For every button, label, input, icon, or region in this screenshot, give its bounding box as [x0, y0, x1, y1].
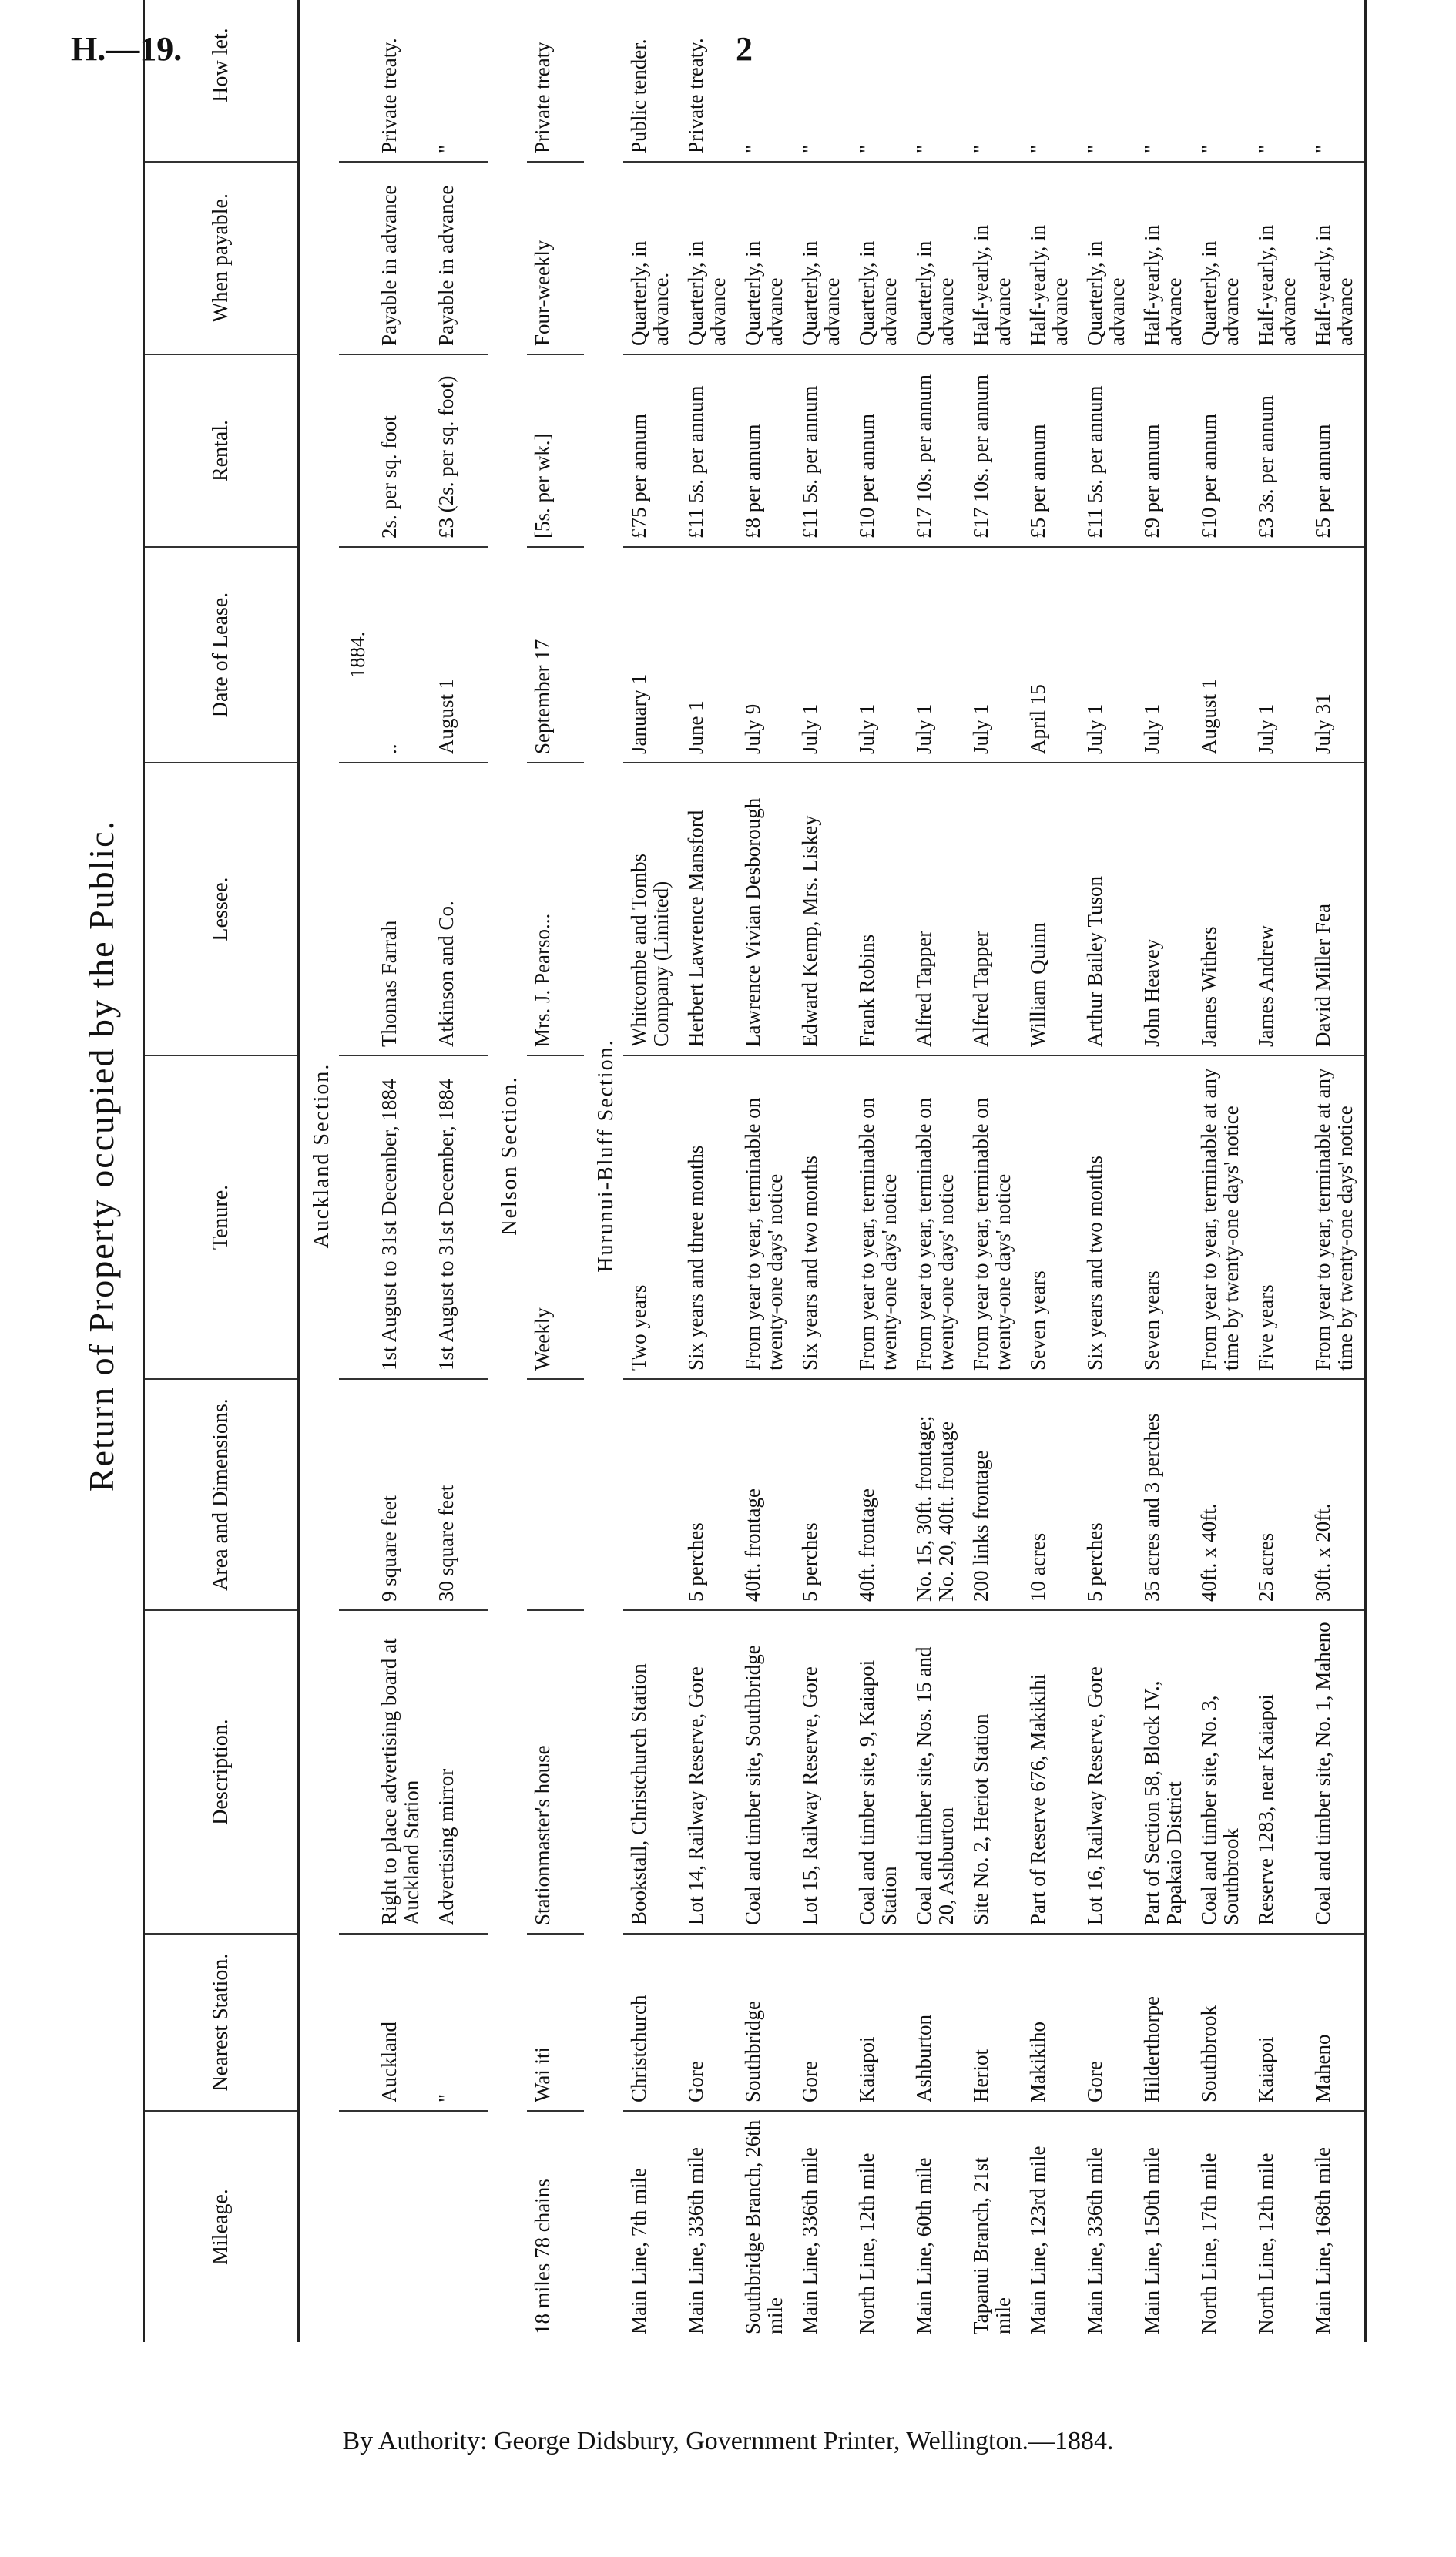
- table-cell: ": [1193, 0, 1250, 162]
- table-row: [1193, 0, 1250, 2342]
- property-table: [143, 0, 1367, 2342]
- table-cell: ": [431, 0, 488, 162]
- table-cell: Atkinson and Co.: [431, 763, 488, 1055]
- table-cell: September 17: [527, 547, 584, 763]
- table-cell: 9 square feet: [374, 1379, 431, 1610]
- table-cell: June 1: [680, 547, 737, 763]
- section-heading-row: [584, 0, 623, 2342]
- return-title: Return of Property occupied by the Public.: [82, 819, 121, 1492]
- table-cell: Coal and timber site, No. 3, Southbrook: [1193, 1610, 1250, 1934]
- table-cell: Tapanui Branch, 21st mile: [969, 2157, 1015, 2334]
- empty-cell: [339, 1055, 374, 1379]
- table-cell: Quarterly, in advance.: [623, 162, 680, 354]
- table-cell: Frank Robins: [851, 763, 908, 1055]
- table-cell: Six years and two months: [794, 1055, 851, 1379]
- table-cell: Herbert Lawrence Mansford: [680, 763, 737, 1055]
- empty-cell: [339, 162, 374, 354]
- table-header-row: [145, 0, 299, 2342]
- table-cell: Public tender.: [623, 0, 680, 162]
- table-row: [527, 0, 584, 2342]
- table-cell: July 1: [794, 547, 851, 763]
- table-cell: Half-yearly, in advance: [1307, 162, 1364, 354]
- table-cell: Payable in advance: [374, 162, 431, 354]
- rotated-table-page: [73, 0, 1375, 2342]
- printer-footer: By Authority: George Didsbury, Government Printer, Wellington.—1884.: [342, 2427, 1114, 2455]
- table-cell: North Line, 12th mile: [855, 2153, 878, 2334]
- empty-cell: [339, 763, 374, 1055]
- table-cell: £5 per annum: [1307, 354, 1364, 547]
- table-cell: Bookstall, Christchurch Station: [623, 1610, 680, 1934]
- column-header: Description.: [145, 1610, 299, 1934]
- table-cell: Mrs. J. Pearso...: [527, 763, 584, 1055]
- table-cell: Half-yearly, in advance: [1022, 162, 1079, 354]
- table-cell: Right to place advertising board at Auckland Station: [374, 1610, 431, 1934]
- table-cell: Wai iti: [527, 1934, 584, 2111]
- table-cell: August 1: [1193, 547, 1250, 763]
- table-cell: Quarterly, in advance: [680, 162, 737, 354]
- table-cell: David Miller Fea: [1307, 763, 1364, 1055]
- table-cell: Arthur Bailey Tuson: [1079, 763, 1136, 1055]
- table-cell: £11 5s. per annum: [1079, 354, 1136, 547]
- table-cell: ": [1250, 0, 1307, 162]
- table-cell: £11 5s. per annum: [794, 354, 851, 547]
- table-cell: Quarterly, in advance: [908, 162, 965, 354]
- table-cell: Half-yearly, in advance: [1136, 162, 1193, 354]
- table-cell: Private treaty.: [680, 0, 737, 162]
- table-cell: ": [908, 0, 965, 162]
- table-row: [1079, 0, 1136, 2342]
- table-cell: Heriot: [965, 1934, 1022, 2111]
- table-cell: 30 square feet: [431, 1379, 488, 1610]
- table-cell: January 1: [623, 547, 680, 763]
- table-cell: Thomas Farrah: [374, 763, 431, 1055]
- table-cell: [527, 1379, 584, 1610]
- table-cell: Part of Reserve 676, Makikihi: [1022, 1610, 1079, 1934]
- column-header: Area and Dimensions.: [145, 1379, 299, 1610]
- table-cell: Quarterly, in advance: [794, 162, 851, 354]
- table-cell: 1st August to 31st December, 1884: [431, 1055, 488, 1379]
- table-cell: 2s. per sq. foot: [374, 354, 431, 547]
- table-cell: James Andrew: [1250, 763, 1307, 1055]
- table-cell: Auckland: [374, 1934, 431, 2111]
- table-cell: £75 per annum: [623, 354, 680, 547]
- table-cell: Coal and timber site, Nos. 15 and 20, Ashburton: [908, 1610, 965, 1934]
- table-cell: Alfred Tapper: [908, 763, 965, 1055]
- table-row: [1307, 0, 1364, 2342]
- table-cell: 40ft. x 40ft.: [1193, 1379, 1250, 1610]
- table-cell: Makikiho: [1022, 1934, 1079, 2111]
- table-cell: Reserve 1283, near Kaiapoi: [1250, 1610, 1307, 1934]
- column-header: How let.: [145, 0, 299, 162]
- lease-year: 1884.: [339, 547, 374, 763]
- table-cell: Two years: [623, 1055, 680, 1379]
- table-body: [299, 0, 1365, 2342]
- table-row: [1136, 0, 1193, 2342]
- table-cell: Edward Kemp, Mrs. Liskey: [794, 763, 851, 1055]
- section-heading-row: [299, 0, 340, 2342]
- table-cell: £8 per annum: [737, 354, 794, 547]
- table-cell: 30ft. x 20ft.: [1307, 1379, 1364, 1610]
- table-cell: Private treaty: [527, 0, 584, 162]
- table-cell: ..: [374, 547, 431, 763]
- table-cell: Coal and timber site, No. 1, Maheno: [1307, 1610, 1364, 1934]
- empty-cell: [339, 1379, 374, 1610]
- table-cell: [374, 2111, 431, 2342]
- table-cell: Main Line, 123rd mile: [1026, 2146, 1049, 2334]
- table-cell: July 1: [851, 547, 908, 763]
- table-cell: Main Line, 150th mile: [1140, 2147, 1163, 2334]
- table-cell: Maheno: [1307, 1934, 1364, 2111]
- table-cell: Five years: [1250, 1055, 1307, 1379]
- table-cell: 40ft. frontage: [737, 1379, 794, 1610]
- column-header: Lessee.: [145, 763, 299, 1055]
- table-row: [851, 0, 908, 2342]
- table-cell: April 15: [1022, 547, 1079, 763]
- table-cell: Lot 14, Railway Reserve, Gore: [680, 1610, 737, 1934]
- table-cell: Seven years: [1022, 1055, 1079, 1379]
- table-cell: Seven years: [1136, 1055, 1193, 1379]
- table-cell: £9 per annum: [1136, 354, 1193, 547]
- page-number: 2: [736, 30, 753, 68]
- table-cell: Southbrook: [1193, 1934, 1250, 2111]
- empty-cell: [339, 0, 374, 162]
- table-cell: Quarterly, in advance: [737, 162, 794, 354]
- table-cell: Southbridge Branch, 26th mile: [741, 2119, 787, 2334]
- table-cell: July 9: [737, 547, 794, 763]
- table-cell: ": [1022, 0, 1079, 162]
- table-cell: £3 3s. per annum: [1250, 354, 1307, 547]
- table-cell: 35 acres and 3 perches: [1136, 1379, 1193, 1610]
- table-cell: Part of Section 58, Block IV., Papakaio District: [1136, 1610, 1193, 1934]
- table-cell: 5 perches: [794, 1379, 851, 1610]
- table-cell: Alfred Tapper: [965, 763, 1022, 1055]
- table-cell: ": [1079, 0, 1136, 162]
- table-cell: August 1: [431, 547, 488, 763]
- section-heading: Hurunui-Bluff Section.: [594, 1039, 618, 1273]
- table-row: [680, 0, 737, 2342]
- column-header: Rental.: [145, 354, 299, 547]
- table-cell: Quarterly, in advance: [1193, 162, 1250, 354]
- table-cell: £3 (2s. per sq. foot): [431, 354, 488, 547]
- empty-cell: [339, 1934, 374, 2111]
- table-cell: Main Line, 60th mile: [912, 2157, 935, 2334]
- table-row: [908, 0, 965, 2342]
- table-row: [623, 0, 680, 2342]
- table-cell: Gore: [794, 1934, 851, 2111]
- table-cell: ": [1307, 0, 1364, 162]
- table-cell: Site No. 2, Heriot Station: [965, 1610, 1022, 1934]
- table-cell: From year to year, terminable on twenty-one days' notice: [965, 1055, 1022, 1379]
- table-cell: 5 perches: [1079, 1379, 1136, 1610]
- column-header: Mileage.: [145, 2111, 299, 2342]
- table-cell: July 1: [1079, 547, 1136, 763]
- table-cell: James Withers: [1193, 763, 1250, 1055]
- table-cell: Advertising mirror: [431, 1610, 488, 1934]
- table-cell: £17 10s. per annum: [908, 354, 965, 547]
- table-cell: Lot 15, Railway Reserve, Gore: [794, 1610, 851, 1934]
- table-cell: Gore: [680, 1934, 737, 2111]
- table-cell: William Quinn: [1022, 763, 1079, 1055]
- table-cell: Main Line, 7th mile: [627, 2168, 650, 2334]
- table-cell: From year to year, terminable on twenty-one days' notice: [851, 1055, 908, 1379]
- table-cell: [5s. per wk.]: [527, 354, 584, 547]
- table-cell: £17 10s. per annum: [965, 354, 1022, 547]
- table-cell: ": [737, 0, 794, 162]
- table-cell: John Heavey: [1136, 763, 1193, 1055]
- table-cell: From year to year, terminable at any time by twenty-one days' notice: [1193, 1055, 1250, 1379]
- table-cell: Kaiapoi: [851, 1934, 908, 2111]
- table-row: [431, 0, 488, 2342]
- table-cell: Half-yearly, in advance: [1250, 162, 1307, 354]
- year-row: [339, 0, 374, 2342]
- table-cell: [431, 2111, 488, 2342]
- table-cell: ": [965, 0, 1022, 162]
- column-header: When payable.: [145, 162, 299, 354]
- table-cell: Quarterly, in advance: [851, 162, 908, 354]
- table-cell: Main Line, 168th mile: [1311, 2147, 1334, 2334]
- table-cell: Lot 16, Railway Reserve, Gore: [1079, 1610, 1136, 1934]
- table-cell: 40ft. frontage: [851, 1379, 908, 1610]
- table-cell: No. 15, 30ft. frontage; No. 20, 40ft. frontage: [908, 1379, 965, 1610]
- column-header: Tenure.: [145, 1055, 299, 1379]
- table-cell: 18 miles 78 chains: [531, 2179, 554, 2334]
- table-cell: Payable in advance: [431, 162, 488, 354]
- table-cell: £11 5s. per annum: [680, 354, 737, 547]
- empty-cell: [339, 2111, 374, 2342]
- table-cell: Quarterly, in advance: [1079, 162, 1136, 354]
- table-cell: Weekly: [527, 1055, 584, 1379]
- table-cell: Ashburton: [908, 1934, 965, 2111]
- table-cell: 5 perches: [680, 1379, 737, 1610]
- table-cell: £10 per annum: [1193, 354, 1250, 547]
- table-cell: From year to year, terminable at any time by twenty-one days' notice: [1307, 1055, 1364, 1379]
- table-cell: £5 per annum: [1022, 354, 1079, 547]
- table-cell: ": [794, 0, 851, 162]
- table-cell: From year to year, terminable on twenty-one days' notice: [737, 1055, 794, 1379]
- table-cell: July 1: [965, 547, 1022, 763]
- table-cell: July 1: [1250, 547, 1307, 763]
- table-cell: Four-weekly: [527, 162, 584, 354]
- table-row: [1022, 0, 1079, 2342]
- table-cell: Whitcombe and Tombs Company (Limited): [623, 763, 680, 1055]
- table-cell: Six years and three months: [680, 1055, 737, 1379]
- empty-cell: [339, 1610, 374, 1934]
- table-cell: ": [851, 0, 908, 162]
- table-cell: Coal and timber site, 9, Kaiapoi Station: [851, 1610, 908, 1934]
- table-cell: 10 acres: [1022, 1379, 1079, 1610]
- table-cell: Private treaty.: [374, 0, 431, 162]
- table-cell: Half-yearly, in advance: [965, 162, 1022, 354]
- document-reference: H.—19.: [71, 30, 183, 68]
- table-cell: ": [431, 1934, 488, 2111]
- table-cell: North Line, 12th mile: [1254, 2153, 1277, 2334]
- section-heading: Auckland Section.: [310, 1062, 334, 1249]
- table-cell: £10 per annum: [851, 354, 908, 547]
- table-cell: Stationmaster's house: [527, 1610, 584, 1934]
- table-cell: 25 acres: [1250, 1379, 1307, 1610]
- table-cell: July 1: [1136, 547, 1193, 763]
- table-cell: Main Line, 336th mile: [684, 2147, 707, 2334]
- table-cell: [623, 1379, 680, 1610]
- table-cell: 200 links frontage: [965, 1379, 1022, 1610]
- table-row: [737, 0, 794, 2342]
- table-cell: Coal and timber site, Southbridge: [737, 1610, 794, 1934]
- table-cell: Southbridge: [737, 1934, 794, 2111]
- column-header: Nearest Station.: [145, 1934, 299, 2111]
- empty-cell: [339, 354, 374, 547]
- table-cell: Main Line, 336th mile: [798, 2147, 821, 2334]
- table-row: [1250, 0, 1307, 2342]
- table-cell: North Line, 17th mile: [1197, 2153, 1220, 2334]
- column-header: Date of Lease.: [145, 547, 299, 763]
- table-cell: Christchurch: [623, 1934, 680, 2111]
- table-cell: Main Line, 336th mile: [1083, 2147, 1106, 2334]
- table-cell: July 31: [1307, 547, 1364, 763]
- table-cell: Gore: [1079, 1934, 1136, 2111]
- table-cell: Lawrence Vivian Desborough: [737, 763, 794, 1055]
- table-row: [374, 0, 431, 2342]
- table-cell: Hilderthorpe: [1136, 1934, 1193, 2111]
- table-cell: Six years and two months: [1079, 1055, 1136, 1379]
- section-heading: Nelson Section.: [498, 1075, 522, 1236]
- table-cell: 1st August to 31st December, 1884: [374, 1055, 431, 1379]
- section-heading-row: [488, 0, 527, 2342]
- table-row: [794, 0, 851, 2342]
- table-cell: From year to year, terminable on twenty-one days' notice: [908, 1055, 965, 1379]
- table-cell: ": [1136, 0, 1193, 162]
- table-cell: Kaiapoi: [1250, 1934, 1307, 2111]
- table-row: [965, 0, 1022, 2342]
- table-cell: July 1: [908, 547, 965, 763]
